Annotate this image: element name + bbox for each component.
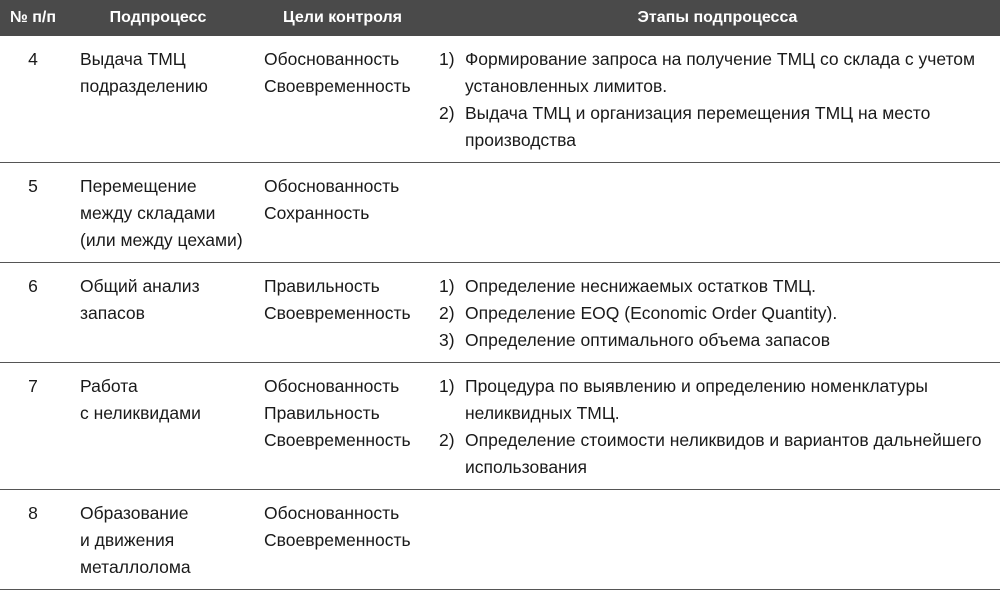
row-stages (435, 36, 1000, 163)
stage-text (465, 46, 994, 100)
stage-item (439, 273, 994, 300)
row-goals (250, 36, 435, 163)
stage-item (439, 46, 994, 100)
stage-number: 2) (439, 103, 455, 123)
row-goals (250, 263, 435, 363)
table-row (0, 163, 1000, 263)
stage-text (465, 327, 994, 354)
row-num: 6 (0, 263, 66, 363)
table-row (0, 36, 1000, 163)
stage-item (439, 300, 994, 327)
row-stages (435, 490, 1000, 590)
row-subprocess (66, 363, 250, 490)
row-num: 7 (0, 363, 66, 490)
goal-line: Правильность (264, 403, 380, 423)
stage-text-line: Формирование запроса на получение ТМЦ со склада с учетом (465, 49, 976, 69)
subprocess-line: между складами (80, 203, 216, 223)
table-row (0, 490, 1000, 590)
goal-line: Своевременность (264, 530, 411, 550)
header-stages: Этапы подпроцесса (435, 0, 1000, 36)
table-header (0, 0, 1000, 36)
row-goals (250, 163, 435, 263)
header-subprocess: Подпроцесс (66, 0, 250, 36)
row-stages (435, 163, 1000, 263)
stage-number: 1) (439, 49, 455, 69)
subprocess-line: с неликвидами (80, 403, 201, 423)
goal-line: Сохранность (264, 203, 370, 223)
subprocess-line: (или между цехами) (80, 230, 243, 250)
stage-number: 2) (439, 430, 455, 450)
row-goals (250, 363, 435, 490)
stage-text-line: производства (465, 130, 576, 150)
table-body (0, 36, 1000, 590)
row-num: 4 (0, 36, 66, 163)
stage-text-line: установленных лимитов. (465, 76, 668, 96)
stage-text-line: использования (465, 457, 587, 477)
stage-text (465, 100, 994, 154)
subprocess-line: запасов (80, 303, 145, 323)
stage-number: 1) (439, 276, 455, 296)
goal-line: Обоснованность (264, 176, 400, 196)
stage-text (465, 300, 994, 327)
row-num: 5 (0, 163, 66, 263)
row-subprocess (66, 36, 250, 163)
stage-number: 2) (439, 303, 455, 323)
row-goals (250, 490, 435, 590)
goal-line: Правильность (264, 276, 380, 296)
stage-text-line: Определение неснижаемых остатков ТМЦ. (465, 276, 816, 296)
goal-line: Своевременность (264, 303, 411, 323)
stage-number: 1) (439, 376, 455, 396)
subprocess-line: Общий анализ (80, 276, 200, 296)
stage-text-line: Процедура по выявлению и определению номенклатуры (465, 376, 928, 396)
goal-line: Своевременность (264, 76, 411, 96)
goal-line: Обоснованность (264, 376, 400, 396)
stage-text-line: Определение стоимости неликвидов и вариантов дальнейшего (465, 430, 982, 450)
header-num: № п/п (0, 0, 66, 36)
subprocess-line: и движения (80, 530, 175, 550)
goal-line: Своевременность (264, 430, 411, 450)
row-stages (435, 263, 1000, 363)
stage-item (439, 100, 994, 154)
stage-text-line: Определение EOQ (Economic Order Quantity). (465, 303, 838, 323)
header-goals: Цели контроля (250, 0, 435, 36)
subprocess-line: Образование (80, 503, 189, 523)
goal-line: Обоснованность (264, 49, 400, 69)
stage-text (465, 273, 994, 300)
subprocess-line: подразделению (80, 76, 208, 96)
stage-text-line: Определение оптимального объема запасов (465, 330, 831, 350)
goal-line: Обоснованность (264, 503, 400, 523)
stage-text (465, 373, 994, 427)
stage-text-line: Выдача ТМЦ и организация перемещения ТМЦ на место (465, 103, 931, 123)
subprocess-line: Перемещение (80, 176, 197, 196)
table-row (0, 263, 1000, 363)
stage-item (439, 427, 994, 481)
table-row (0, 363, 1000, 490)
subprocess-line: Выдача ТМЦ (80, 49, 186, 69)
subprocess-line: металлолома (80, 557, 191, 577)
row-num: 8 (0, 490, 66, 590)
stage-item (439, 373, 994, 427)
row-subprocess (66, 163, 250, 263)
stage-item (439, 327, 994, 354)
subprocess-line: Работа (80, 376, 138, 396)
row-subprocess (66, 263, 250, 363)
stage-number: 3) (439, 330, 455, 350)
row-stages (435, 363, 1000, 490)
stage-text-line: неликвидных ТМЦ. (465, 403, 620, 423)
stage-text (465, 427, 994, 481)
row-subprocess (66, 490, 250, 590)
